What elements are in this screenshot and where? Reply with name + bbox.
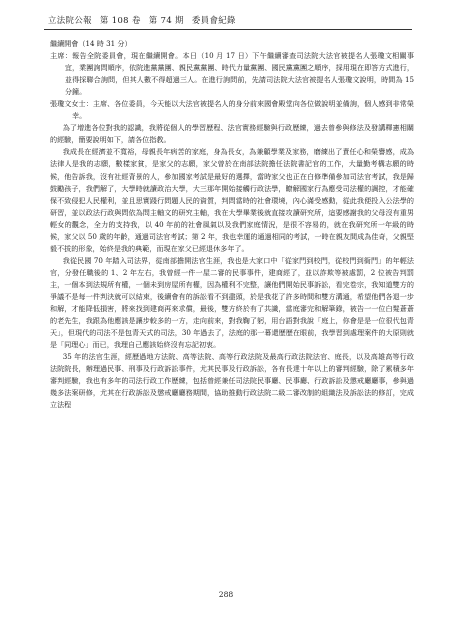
page-header xyxy=(48,14,244,26)
document-body xyxy=(50,38,414,411)
gazette-name: 立法院公報 xyxy=(48,15,92,25)
paragraph-background: 我成長在經濟並不寬裕，母親長年病苦的家庭，身為長女，為兼顧學業及家務，磨練出了責任心和榮譽感，成為法律人是我的志願，數樣家貧，是家父的志願，家父曾於在南部法院擔任法院書記官的工作，大量勤考構志願的時候，他告訴我，沒有社經背景的人，參加國家考試是最好的選擇，當時家父也正在白修準備參加司法官考試，我是歸鼓勵孩子，我們解了，大學時就讀政治大學，大三那年開始接觸行政法學，瞭解國家行為應受司法權的調控，才能確保不致侵犯人民權利，並且思實踐行問題人民的資質，判問當時的社會環境，內心滿受感動，從此我便投入公法學的研習，並以政法行政與問依為問主軸文的研究主軸，我在大學畢業後就直接攻讀研究所，這要感謝我的父母沒有重男輕女的觀念，全力的支持我，以 40 年前的社會風氣以及我們家庭情況，是很不容易的，就在我研究所一年級的時候，家父以 50 歲的年齡，通過司法官考試；第 2 年，我也幸運的通過相同的考試，一時在親友間成為佳奇，父親堅毅不拔的形象，始終是我的典範，而現在家父已經退休多年了。 xyxy=(50,147,414,253)
header-divider xyxy=(44,29,412,30)
session-resume-heading: 繼續開會（14 時 31 分） xyxy=(50,39,132,48)
chair-statement-text: 報告全院委員會，現在繼續開會。本日（10 月 17 日）下午繼續審查司法院大法官被提名人張瓊文相關事宜，業團詢問順序，依院進黨黨團、親民黨黨團、時代力量黨團、國民黨黨團之順序，採用現在即答方式進行，並得採聯合詢問，但其人數不得超過三人。在進行詢問前，先請司法院大法官被提名人張瓊文說明，時間為 15 分鐘。 xyxy=(64,51,414,97)
paragraph-early-career: 我從民國 70 年踏入司法界，從南部擔開法官生涯，我也是大家口中「從家門到校門，從校門到衙門」的年輕法官，分發任職後的 1、2 年左右，我曾經一件一屋二審的民事事件，建商經了，並以詐欺等被處罰，2 位被告判罰主，一個本到法規所有權，一個未到房屋所有權，因為權利不完整，讓他們開始民事訴訟，看完卷宗，我知道雙方的爭議不是每一件判決就可以結束，後續會有的訴訟看不到盡頭，於是我花了許多時間和雙方溝通，希望他們各退一步和解，才能降低損害，將來找到建商再來求償，最後，雙方終於有了共識，當庭審完和解筆錄，被告一一位白髮蒼蒼的老先生，我跟為他應該是讓步較多的一方，走向前來，對我鞠了躬，用台語對我說「庭上，你會是是一位很代包青天」，但現代的司法不是包青天式的司法，30 年過去了，法庭的那一幕還歷歷在眼前，我學習到處理案件的大原則就是「同理心」而已，我理自己應該始終沒有忘記初衷。 xyxy=(50,255,414,350)
nominee-statement xyxy=(50,98,414,122)
issue-number: 第 74 期 xyxy=(148,15,184,25)
volume-number: 第 108 卷 xyxy=(99,15,141,25)
paragraph-introduction: 為了增進各位對我的認識，我將從個人的學習歷程、法官實務經驗與行政歷練，過去曾參與修法及發講釋憲相關的經驗，簡要說明如下，請各位指教。 xyxy=(50,123,414,145)
nominee-statement-text: 主席、各位委員，今天能以大法官被提名人的身分前來國會殿堂向各位做說明並備詢，個人感到非常榮幸。 xyxy=(72,99,415,121)
paragraph-judicial-career: 35 年的法官生涯，經歷過地方法院、高等法院、高等行政法院及最高行政法院法官、庭長，以及高雄高等行政法院院長，辦理過民事、刑事及行政訴訟事件，尤其民事及行政訴訟，各有長達十年以上的審判經驗，除了累積多年審判經驗，我也有多年的司法行政工作歷練，包括曾經兼任司法院民事廳、民事廳、行政訴訟及懲戒廳廳事，參與過幾多法案研修，尤其在行政訴訟及懲戒廳廳務期間，協助推動行政法院二級二審改制的組織法及訴訟法的修訂，完成立法程 xyxy=(50,352,414,410)
nominee-speaker-label: 張瓊文女士： xyxy=(50,99,93,109)
chair-statement xyxy=(50,50,414,98)
section-name: 委員會紀錄 xyxy=(191,15,236,25)
chair-speaker-label: 主席： xyxy=(50,51,73,61)
page-number: 288 xyxy=(218,590,234,599)
